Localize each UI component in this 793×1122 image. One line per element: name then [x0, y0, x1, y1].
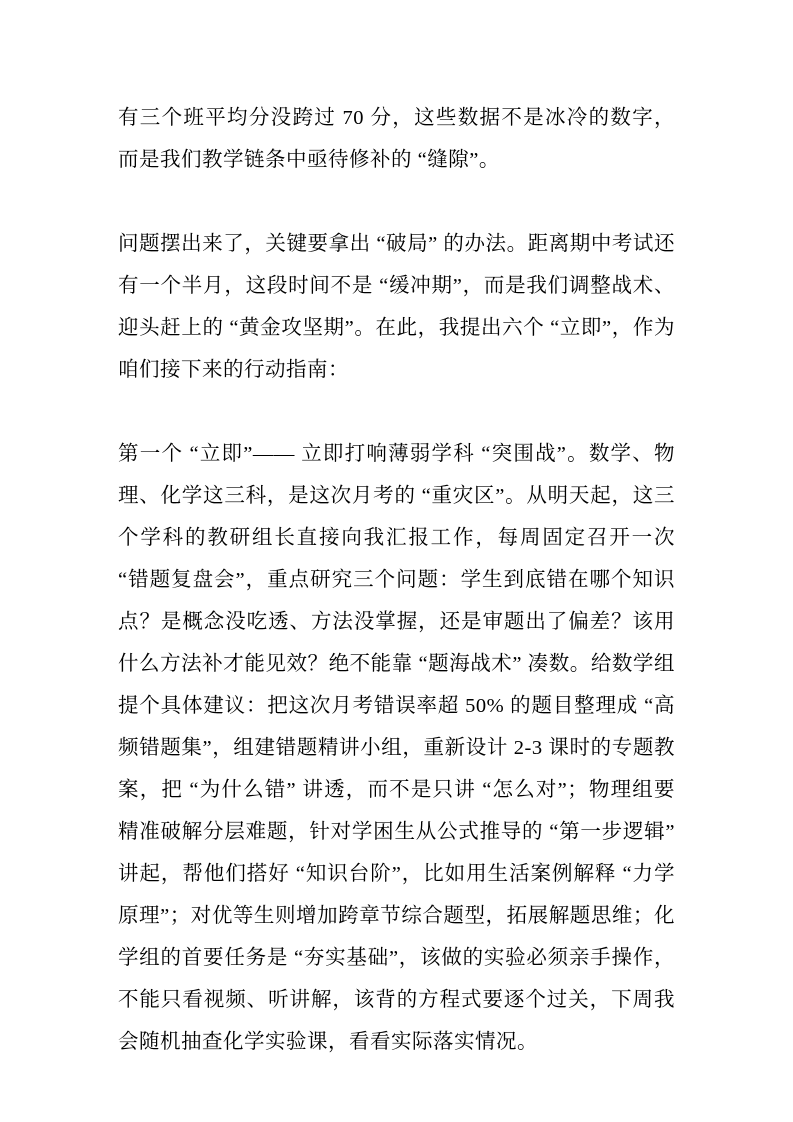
paragraph-first-liji: 第一个 “立即”—— 立即打响薄弱学科 “突围战”。数学、物理、化学这三科，是这次月考的 “重灾区”。从明天起，这三个学科的教研组长直接向我汇报工作，每周固定召开一次 “错题复盘会”，重点研究三个问题：学生到底错在哪个知识点？是概念没吃透、方法没掌握，还是审题出了偏差？该用什么方法补才能见效？绝不能靠 “题海战术” 凑数。给数学组提个具体建议：把这次月考错误率超 50% 的题目整理成 “高频错题集”，组建错题精讲小组，重新设计 2-3 课时的专题教案，把 “为什么错” 讲透，而不是只讲 “怎么对”；物理组要精准破解分层难题，针对学困生从公式推导的 “第一步逻辑” 讲起，帮他们搭好 “知识台阶”，比如用生活案例解释 “力学原理”；对优等生则增加跨章节综合题型，拓展解题思维；化学组的首要任务是 “夯实基础”，该做的实验必须亲手操作，不能只看视频、听讲解，该背的方程式要逐个过关，下周我会随机抽查化学实验课，看看实际落实情况。 [118, 443, 675, 1053]
document-text-block [118, 97, 675, 1063]
paragraph-score-gap: 有三个班平均分没跨过 70 分，这些数据不是冰冷的数字，而是我们教学链条中亟待修补的 “缝隙”。 [118, 107, 675, 171]
paragraph-action-guide-intro: 问题摆出来了，关键要拿出 “破局” 的办法。距离期中考试还有一个半月，这段时间不是 “缓冲期”，而是我们调整战术、迎头赶上的 “黄金攻坚期”。在此，我提出六个 “立即”，作为咱们接下来的行动指南： [118, 233, 675, 381]
